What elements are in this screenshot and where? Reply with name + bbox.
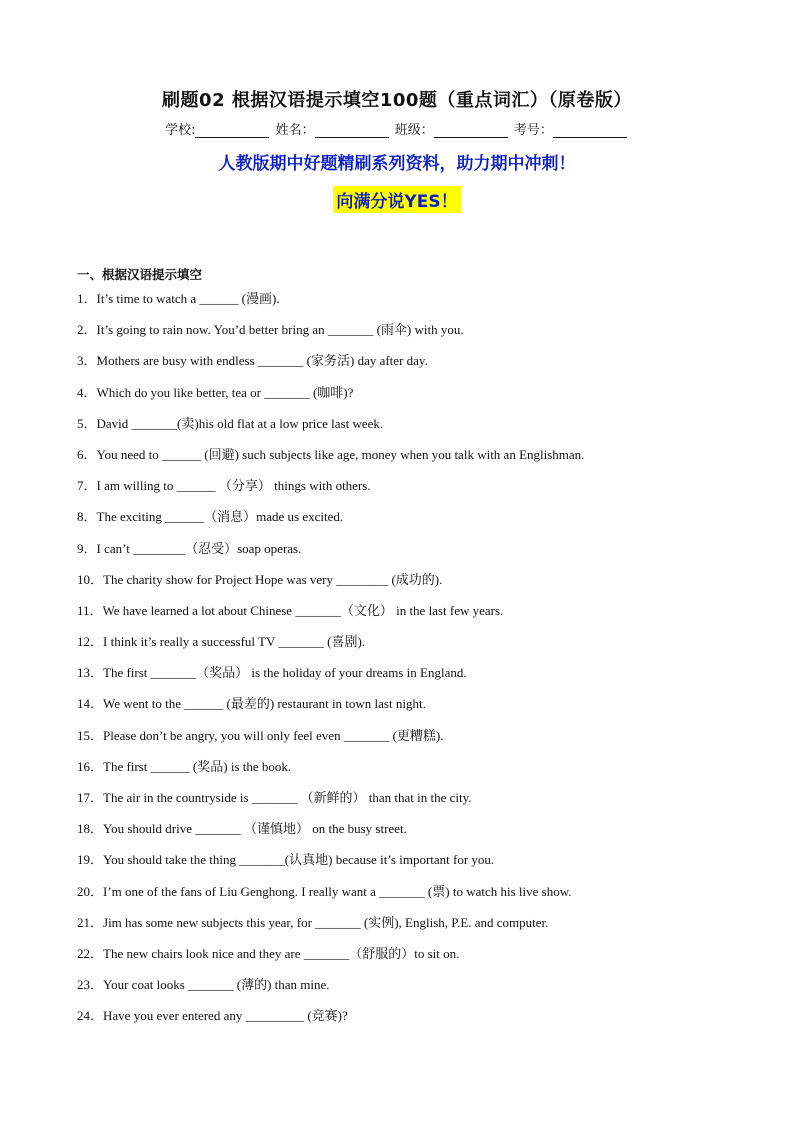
question-text: You should drive _______ （谨慎地） on the busy street. [103,821,407,837]
question-item [77,756,717,787]
question-text: I’m one of the fans of Liu Genghong. I really want a _______ (票) to watch his live show. [103,883,572,899]
class-label: 班级： [394,123,434,138]
question-item [77,787,717,818]
question-item [77,288,717,319]
question-number: 9． [77,540,97,556]
class-blank[interactable] [434,124,508,138]
question-item [77,662,717,693]
question-text: The air in the countryside is _______ （新鲜的） than that in the city. [103,790,472,805]
question-text: The first ______ (奖品) is the book. [103,758,292,774]
question-text: We went to the ______ (最差的) restaurant in town last night. [103,696,426,712]
question-number: 1． [77,291,97,306]
question-number: 12． [77,634,104,650]
question-text: I think it’s really a successful TV _______ (喜剧). [103,634,366,650]
exam-number-blank[interactable] [553,124,627,138]
question-number: 15． [77,727,104,743]
question-item [77,413,717,444]
question-number: 23． [77,977,104,993]
question-list [77,288,717,1037]
question-item [77,849,717,880]
question-text: It’s going to rain now. You’d better bring an _______ (雨伞) with you. [96,322,464,338]
question-number: 19． [77,852,104,868]
question-number: 14． [77,696,104,712]
question-item [77,382,717,413]
question-text: I can’t ________（忍受）soap operas. [96,540,302,556]
question-number: 5． [77,415,97,431]
question-item [77,725,717,756]
question-number: 2． [77,322,97,338]
question-number: 3． [77,353,97,369]
question-text: Which do you like better, tea or _______ (咖啡)? [96,384,354,400]
question-text: Have you ever entered any _________ (竞赛)? [103,1008,348,1024]
question-item [77,631,717,662]
question-item [77,818,717,849]
question-text: Please don’t be angry, you will only feel even _______ (更糟糕). [103,727,444,743]
question-number: 11． [77,602,103,618]
question-item [77,569,717,600]
question-text: David _______(卖)his old flat at a low price last week. [96,415,384,431]
question-text: The charity show for Project Hope was very ________ (成功的). [103,571,443,587]
question-number: 24． [77,1008,104,1024]
question-text: Your coat looks _______ (薄的) than mine. [103,977,330,993]
question-item [77,881,717,912]
question-number: 4． [77,384,97,400]
question-number: 7． [77,478,97,494]
question-text: I am willing to ______ （分享） things with others. [96,478,371,494]
question-number: 17． [77,790,104,805]
question-item [77,1005,717,1036]
question-text: Mothers are busy with endless _______ (家务活) day after day. [96,353,428,369]
question-item [77,538,717,569]
name-blank[interactable] [315,124,389,138]
question-number: 16． [77,758,104,774]
question-number: 18． [77,821,104,837]
exam-number-label: 考号： [513,123,553,138]
question-text: The first _______（奖品） is the holiday of your dreams in England. [103,665,467,681]
question-number: 13． [77,665,104,681]
question-text: We have learned a lot about Chinese _______（文化） in the last few years. [102,602,504,618]
question-item [77,974,717,1005]
school-blank[interactable] [195,124,269,138]
promo-line: 人教版期中好题精刷系列资料，助力期中冲刺！ [218,154,576,174]
tagline-wrapper [0,186,794,213]
question-text: Jim has some new subjects this year, for _______ (实例), English, P.E. and computer. [103,914,549,930]
question-item [77,350,717,381]
question-text: The exciting ______（消息）made us excited. [96,509,344,525]
question-item [77,444,717,475]
section-heading: 一、根据汉语提示填空 [77,267,203,282]
name-label: 姓名： [275,123,315,138]
question-text: It’s time to watch a ______ (漫画). [96,291,280,306]
school-label: 学校: [165,123,196,138]
question-number: 10． [77,571,104,587]
question-text: You should take the thing _______(认真地) because it’s important for you. [103,852,495,868]
question-number: 8． [77,509,97,525]
question-item [77,506,717,537]
question-item [77,475,717,506]
page-title: 刷题02 根据汉语提示填空100题（重点词汇）（原卷版） [162,90,632,111]
question-item [77,319,717,350]
question-text: The new chairs look nice and they are _______（舒服的）to sit on. [103,945,460,961]
question-item [77,600,717,631]
student-info-line [0,119,794,138]
question-item [77,912,717,943]
question-text: You need to ______ (回避) such subjects like age, money when you talk with an Englishman. [96,446,585,462]
question-item [77,943,717,974]
question-number: 20． [77,883,104,899]
tagline-highlight: 向满分说YES！ [333,186,460,213]
question-item [77,693,717,724]
question-number: 21． [77,914,104,930]
question-number: 6． [77,446,97,462]
question-number: 22． [77,945,104,961]
